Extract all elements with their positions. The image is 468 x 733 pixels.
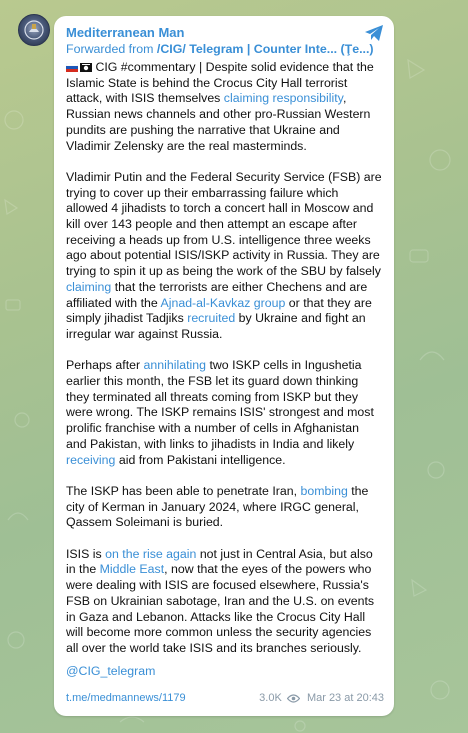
black-flag-icon: [80, 63, 92, 72]
forwarded-source[interactable]: /CIG/ Telegram | Counter Inte... (Ţe...): [156, 42, 374, 56]
inline-link[interactable]: claiming responsibility: [223, 91, 343, 106]
inline-link[interactable]: bombing: [300, 483, 348, 498]
forwarded-from[interactable]: [66, 41, 382, 57]
russia-flag-icon: [66, 63, 78, 72]
message-paragraph: The ISKP has been able to penetrate Iran, bombing the city of Kerman in January 2024, where IRGC general, Qassem Soleimani is buried.: [66, 483, 369, 530]
forwarded-prefix: Forwarded from: [66, 42, 157, 56]
message-text: [66, 60, 382, 657]
avatar-emblem-icon: [23, 19, 45, 41]
channel-name[interactable]: Mediterranean Man: [66, 25, 185, 40]
message-bubble: [54, 16, 394, 716]
message-paragraph: Perhaps after annihilating two ISKP cells in Ingushetia earlier this month, the FSB let its guard down thinking they terminated all threats coming from ISKP but they were wrong. The ISKP remains ISIS' strongest and most prolific franchise with a number of cells in Afghanistan and Pakistan, with links to jihadists in India and likely receiving aid from Pakistani intelligence.: [66, 358, 374, 467]
message-meta: [259, 692, 384, 704]
channel-avatar[interactable]: [18, 14, 50, 46]
post-link[interactable]: t.me/medmannews/1179: [66, 692, 186, 704]
inline-link[interactable]: Middle East: [99, 562, 165, 577]
post-date: Mar 23 at 20:43: [306, 692, 384, 705]
message-paragraph: ISIS is on the rise again not just in Central Asia, but also in the Middle East, now that the eyes of the powers who were dealing with ISIS are focused elsewhere, Russia's FSB on Ukrainian sabotage, Iran and the U.S. on events in Gaza and Lebanon. Attacks like the Crocus City Hall will become more common unless the security agencies all over the world take ISIS and its branches seriously.: [66, 546, 375, 655]
message-footer: [66, 692, 384, 708]
inline-link[interactable]: Ajnad-al-Kavkaz group: [160, 295, 286, 310]
telegram-share-icon[interactable]: [364, 24, 384, 42]
eye-icon: [287, 694, 300, 703]
inline-link[interactable]: receiving: [66, 452, 116, 467]
view-count: 3.0K: [259, 692, 282, 705]
inline-link[interactable]: claiming: [66, 279, 112, 294]
inline-link[interactable]: annihilating: [143, 358, 207, 373]
inline-link[interactable]: on the rise again: [105, 546, 197, 561]
inline-link[interactable]: recruited: [187, 311, 236, 326]
message-paragraph: CIG #commentary | Despite solid evidence that the Islamic State is behind the Crocus City Hall terrorist attack, with ISIS themselves claiming responsibility, Russian news channels and other pro-Russian Western pundits are pushing the narrative that Ukraine and Vladimir Zelensky are the real masterminds.: [66, 60, 374, 153]
message-paragraph: Vladimir Putin and the Federal Security Service (FSB) are trying to cover up their embarrassing failure which allowed 4 jihadists to torch a concert hall in Moscow and kill over 143 people and then attempt an escape after receiving a heads up from U.S. intelligence three weeks ago about potential ISIS/ISKP activity in Russia. They are trying to spin it up as being the work of the SBU by falsely claiming that the terrorists are either Chechens and are affiliated with the Ajnad-al-Kavkaz group or that they are simply jihadist Tadjiks recruited by Ukraine and fight an irregular war against Russia.: [66, 169, 382, 341]
hashtag-link[interactable]: @CIG_telegram: [66, 664, 156, 678]
